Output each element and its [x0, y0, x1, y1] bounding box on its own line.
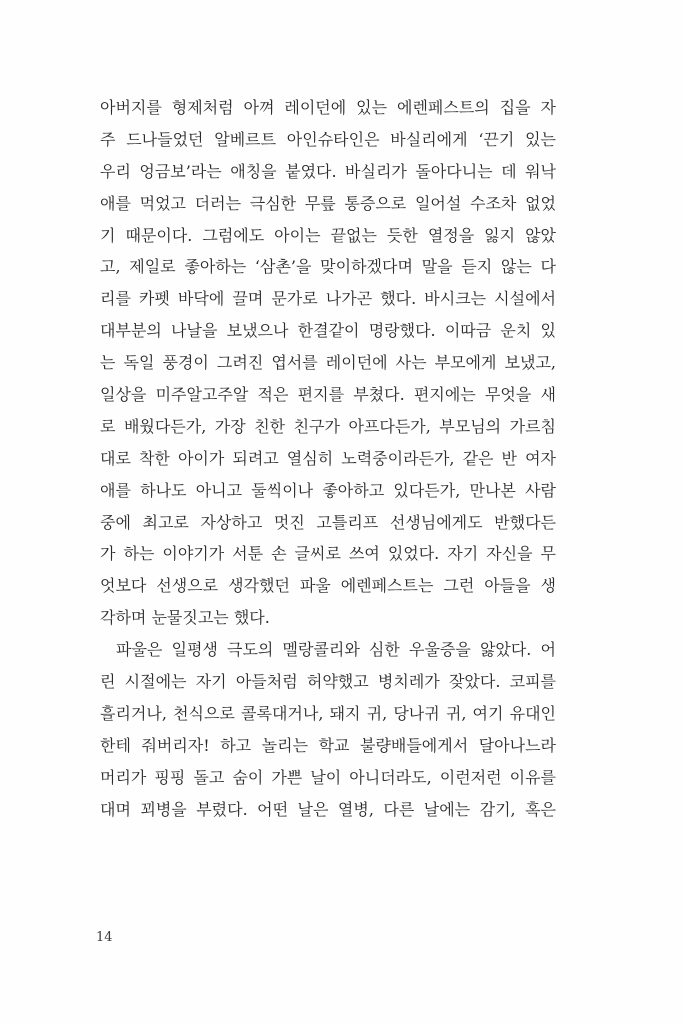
text-line: 대부분의 나날을 보냈으나 한결같이 명랑했다. 이따금 운치 있	[100, 321, 556, 341]
page-number: 14	[96, 930, 113, 945]
text-line: 린 시절에는 자기 아들처럼 허약했고 병치레가 잦았다. 코피를	[100, 672, 556, 692]
body-text	[100, 92, 556, 825]
text-line: 대로 착한 아이가 되려고 열심히 노력중이라든가, 같은 반 여자	[100, 448, 556, 468]
paragraph-1	[100, 92, 556, 634]
text-line: 애를 먹었고 더러는 극심한 무릎 통증으로 일어설 수조차 없었	[100, 193, 556, 213]
text-line: 가 하는 이야기가 서툰 손 글씨로 쓰여 있었다. 자기 자신을 무	[100, 544, 556, 564]
text-line: 대며 꾀병을 부렸다. 어떤 날은 열병, 다른 날에는 감기, 혹은	[100, 799, 556, 819]
text-line: 아버지를 형제처럼 아껴 레이던에 있는 에렌페스트의 집을 자	[100, 98, 556, 117]
text-line: 엇보다 선생으로 생각했던 파울 에렌페스트는 그런 아들을 생	[100, 576, 556, 596]
text-line: 한테 줘버리자! 하고 놀리는 학교 불량배들에게서 달아나느라	[100, 735, 556, 755]
text-line: 일상을 미주알고주알 적은 편지를 부쳤다. 편지에는 무엇을 새	[100, 385, 556, 405]
text-line: 는 독일 풍경이 그려진 엽서를 레이던에 사는 부모에게 보냈고,	[100, 353, 556, 373]
text-line: 로 배웠다든가, 가장 친한 친구가 아프다든가, 부모님의 가르침	[100, 416, 556, 436]
text-line: 각하며 눈물짓고는 했다.	[100, 608, 270, 628]
text-line: 기 때문이다. 그럼에도 아이는 끝없는 듯한 열정을 잃지 않았	[100, 225, 556, 245]
text-line: 애를 하나도 아니고 둘씩이나 좋아하고 있다든가, 만나본 사람	[100, 480, 556, 500]
text-line: 리를 카펫 바닥에 끌며 문가로 나가곤 했다. 바시크는 시설에서	[100, 289, 556, 309]
text-line: 파울은 일평생 극도의 멜랑콜리와 심한 우울증을 앓았다. 어	[116, 640, 556, 660]
text-line: 주 드나들었던 알베르트 아인슈타인은 바실리에게 ‘끈기 있는	[100, 129, 556, 149]
text-line: 중에 최고로 자상하고 멋진 고틀리프 선생님에게도 반했다든	[100, 512, 556, 532]
text-line: 고, 제일로 좋아하는 ‘삼촌’을 맞이하겠다며 말을 듣지 않는 다	[100, 257, 556, 277]
text-line: 우리 엉금보’라는 애칭을 붙였다. 바실리가 돌아다니는 데 워낙	[100, 161, 556, 181]
text-line: 흘리거나, 천식으로 콜록대거나, 돼지 귀, 당나귀 귀, 여기 유대인	[100, 703, 556, 723]
text-line: 머리가 핑핑 돌고 숨이 가쁜 날이 아니더라도, 이런저런 이유를	[100, 767, 556, 787]
paragraph-2	[100, 634, 556, 825]
